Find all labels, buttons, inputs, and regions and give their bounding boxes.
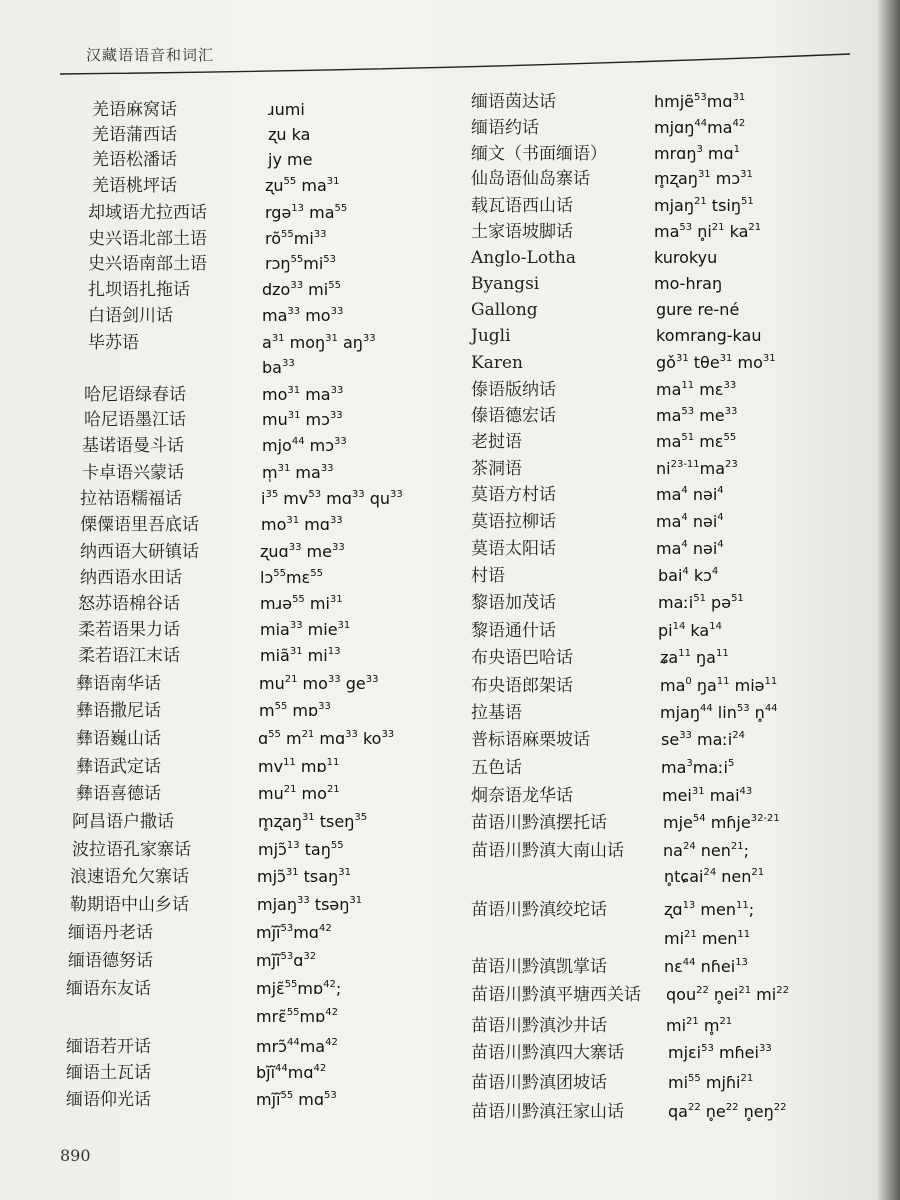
right-language-name: 傣语德宏话 (471, 406, 556, 426)
right-language-name: 炯奈语龙华话 (471, 786, 573, 806)
right-language-name: 布央语巴哈话 (471, 648, 573, 668)
right-word-form: komrang-kau (656, 326, 762, 345)
left-language-name: 怒苏语棉谷话 (78, 594, 180, 614)
right-language-name: 苗语川黔滇绞坨话 (471, 900, 607, 920)
left-word-form: miã$^{31}$ $mi^{13}$ (260, 646, 341, 665)
right-language-name: 缅语约话 (471, 118, 539, 138)
running-header: 汉藏语语音和词汇 (86, 46, 215, 64)
left-language-name: 柔若语江末话 (78, 646, 180, 666)
left-language-name: 缅语若开话 (66, 1037, 151, 1057)
left-language-name: 拉祜语糯福话 (80, 489, 182, 509)
right-word-form: nɛ$^{44}$ nɦei$^{13}$ (664, 957, 748, 976)
right-word-form: $qa^{22}$ $n̥e^{22}$ $n̥eŋ^{22}$ (668, 1102, 787, 1121)
right-language-name: Byangsi (471, 274, 540, 294)
left-word-form: m̩$^{31}$ $ma^{33}$ (262, 463, 334, 482)
right-word-form: maːi$^{51}$ pə$^{51}$ (658, 593, 744, 612)
left-language-name: 彝语撒尼话 (76, 701, 161, 721)
left-word-form: $mu^{21}$ $mo^{21}$ (258, 784, 340, 803)
right-language-name: 黎语通什话 (471, 621, 556, 641)
right-language-name: 缅语茵达话 (471, 92, 556, 112)
left-word-form: $mv^{11}$ mɒ$^{11}$ (258, 757, 340, 776)
left-language-name: 傈僳语里吾底话 (80, 515, 199, 535)
left-word-form: mɹə$^{55}$ $mi^{31}$ (260, 594, 343, 613)
right-language-name: 老挝语 (471, 432, 522, 452)
left-word-form: $mo^{31}$ mɑ$^{33}$ (261, 515, 343, 534)
left-language-name: 缅语东友话 (66, 979, 151, 999)
left-word-form: lɔ$^{55}$mɛ$^{55}$ (260, 568, 323, 587)
left-language-name: 阿昌语户撒话 (72, 812, 174, 832)
left-language-name: 勒期语中山乡话 (70, 895, 189, 915)
right-word-form: m̥ʐaŋ$^{31}$ mɔ$^{31}$ (654, 169, 753, 188)
left-word-form: $mj̃ĩ^{53}mɑ^{42}$ (256, 923, 332, 942)
right-word-form: mei$^{31}$ mai$^{43}$ (662, 786, 753, 805)
right-language-name: 苗语川黔滇团坡话 (471, 1073, 607, 1093)
left-language-name: 浪速语允欠寨话 (70, 867, 189, 887)
left-language-name: 羌语桃坪话 (92, 176, 177, 196)
left-word-form: ɹumi (268, 100, 305, 119)
right-language-name: 苗语川黔滇凯掌话 (471, 957, 607, 977)
right-language-name: 仙岛语仙岛寨话 (471, 169, 590, 189)
right-word-form: hmjẽ$^{53}$mɑ$^{31}$ (654, 92, 746, 111)
right-language-name: 土家语坡脚话 (471, 222, 573, 242)
right-word-form: $mjɑŋ^{44}ma^{42}$ (654, 118, 746, 137)
right-language-name: 苗语川黔滇汪家山话 (471, 1102, 624, 1122)
right-language-name: Gallong (471, 300, 538, 320)
left-language-name: 彝语巍山话 (76, 729, 161, 749)
left-language-name: 扎坝语扎拖话 (88, 280, 190, 300)
right-language-name: 五色话 (471, 758, 522, 778)
right-word-form: mje$^{54}$ mɦje$^{32-21}$ (663, 813, 780, 832)
right-language-name: 苗语川黔滇摆托话 (471, 813, 607, 833)
left-language-name: 史兴语南部土语 (88, 254, 207, 274)
left-word-form: mrɛ̃$^{55}$mɒ$^{42}$ (256, 1007, 339, 1026)
left-word-form: $mu^{21}$ $mo^{33}$ $ge^{33}$ (259, 674, 379, 693)
right-language-name: 莫语拉柳话 (471, 512, 556, 532)
right-word-form: kurokyu (654, 248, 718, 267)
right-language-name: Karen (471, 353, 523, 373)
left-language-name: 基诺语曼斗话 (82, 436, 184, 456)
left-word-form: $bj̃ĩ^{44}mɑ^{42}$ (256, 1063, 327, 1082)
right-word-form: bai$^4$ kɔ$^4$ (658, 566, 719, 585)
right-language-name: 傣语版纳话 (471, 380, 556, 400)
page-edge-shadow (878, 0, 900, 1200)
left-language-name: 白语剑川话 (88, 306, 173, 326)
right-word-form: $mi^{21}$ m̥$^{21}$ (666, 1016, 733, 1035)
right-language-name: 茶洞语 (471, 459, 522, 479)
left-word-form: $mrɔ̃^{44}ma^{42}$ (256, 1037, 338, 1056)
left-word-form: $mj̃ĩ^{55}$ mɑ$^{53}$ (256, 1090, 337, 1109)
right-word-form: mjɛi$^{53}$ mɦei$^{33}$ (668, 1043, 772, 1062)
right-language-name: Jugli (471, 326, 511, 346)
left-word-form: mjo$^{44}$ mɔ$^{33}$ (262, 436, 347, 455)
left-word-form: mjɛ̃$^{55}$mɒ$^{42}$; (256, 979, 342, 998)
right-word-form: n̥tɕai$^{24}$ nen$^{21}$ (664, 867, 765, 886)
left-word-form: mjɔ̃$^{13}$ taŋ$^{55}$ (258, 840, 344, 859)
left-word-form: m̥ʐaŋ$^{31}$ tseŋ$^{35}$ (258, 812, 368, 831)
right-word-form: $ma^{53}$ $n̥i^{21}$ $ka^{21}$ (654, 222, 762, 241)
right-language-name: 普标语麻栗坡话 (471, 730, 590, 750)
left-word-form: jy me (268, 150, 313, 169)
left-word-form: mjɔ̃$^{31}$ tsaŋ$^{31}$ (257, 867, 351, 886)
right-word-form: $na^{24}$ nen$^{21}$; (663, 841, 750, 860)
right-word-form: mjaŋ$^{44}$ lin$^{53}$ n̥$^{44}$ (660, 703, 778, 722)
right-word-form: $ma^4$ nəi$^4$ (656, 485, 724, 504)
right-word-form: $ni^{23-11}ma^{23}$ (656, 459, 738, 478)
left-word-form: ɑ$^{55}$ $m^{21}$ mɑ$^{33}$ $ko^{33}$ (258, 729, 395, 748)
left-language-name: 缅语仰光话 (66, 1090, 151, 1110)
right-word-form: $ma^3maːi^5$ (661, 758, 735, 777)
right-word-form: gure re-né (656, 300, 740, 319)
page-number: 890 (60, 1146, 91, 1165)
right-language-name: 缅文（书面缅语） (471, 144, 607, 164)
left-word-form: $mj̃ĩ^{53}ɑ^{32}$ (256, 951, 317, 970)
right-language-name: 苗语川黔滇大南山话 (471, 841, 624, 861)
left-word-form: ʐu ka (268, 125, 311, 144)
left-language-name: 纳西语水田话 (80, 568, 182, 588)
right-word-form: $ma^{51}$ mɛ$^{55}$ (656, 432, 737, 451)
right-language-name: 苗语川黔滇四大寨话 (471, 1043, 624, 1063)
right-language-name: 莫语太阳话 (471, 539, 556, 559)
right-word-form: $mi^{21}$ men$^{11}$ (664, 929, 751, 948)
left-word-form: $mu^{31}$ mɔ$^{33}$ (262, 410, 343, 429)
left-language-name: 却域语尤拉西话 (88, 203, 207, 223)
right-language-name: 布央语郎架话 (471, 676, 573, 696)
left-word-form: $ma^{33}$ $mo^{33}$ (262, 306, 344, 325)
left-word-form: ʐuɑ$^{33}$ $me^{33}$ (260, 542, 345, 561)
right-word-form: $ma^4$ nəi$^4$ (656, 512, 724, 531)
right-word-form: mo-hraŋ (654, 274, 723, 293)
right-word-form: $gǒ^{31}$ tθe$^{31}$ $mo^{31}$ (656, 353, 776, 372)
left-language-name: 缅语丹老话 (68, 923, 153, 943)
left-word-form: dzo$^{33}$ $mi^{55}$ (262, 280, 341, 299)
right-language-name: Anglo-Lotha (471, 248, 576, 268)
right-word-form: $ma^{53}$ $me^{33}$ (656, 406, 738, 425)
left-language-name: 缅语土瓦话 (66, 1063, 151, 1083)
right-language-name: 苗语川黔滇沙井话 (471, 1016, 607, 1036)
left-language-name: 史兴语北部土语 (88, 229, 207, 249)
right-word-form: qou$^{22}$ $n̥ei^{21}$ $mi^{22}$ (666, 985, 789, 1004)
right-language-name: 村语 (471, 566, 505, 586)
right-word-form: $ma^4$ nəi$^4$ (656, 539, 724, 558)
right-word-form: mrɑŋ$^3$ mɑ$^1$ (654, 144, 741, 163)
left-language-name: 羌语麻窝话 (92, 100, 177, 120)
right-word-form: mjaŋ$^{21}$ tsiŋ$^{51}$ (654, 196, 754, 215)
left-language-name: 柔若语果力话 (78, 620, 180, 640)
left-word-form: $i^{35}$ $mv^{53}$ mɑ$^{33}$ $qu^{33}$ (261, 489, 403, 508)
right-word-form: $se^{33}$ maːi$^{24}$ (661, 730, 745, 749)
left-language-name: 哈尼语墨江话 (84, 410, 186, 430)
right-language-name: 拉基语 (471, 703, 522, 723)
left-word-form: $ba^{33}$ (262, 358, 295, 377)
left-language-name: 毕苏语 (88, 333, 139, 353)
left-word-form: $a^{31}$ moŋ$^{31}$ $aŋ^{33}$ (262, 333, 376, 352)
left-word-form: $rõ^{55}mi^{33}$ (265, 229, 327, 248)
left-language-name: 哈尼语绿春话 (84, 385, 186, 405)
left-word-form: ʐu$^{55}$ $ma^{31}$ (265, 176, 340, 195)
right-language-name: 载瓦语西山话 (471, 196, 573, 216)
left-language-name: 彝语武定话 (76, 757, 161, 777)
left-language-name: 彝语南华话 (76, 674, 161, 694)
left-word-form: rgə$^{13}$ $ma^{55}$ (265, 203, 348, 222)
left-language-name: 羌语松潘话 (92, 150, 177, 170)
right-word-form: $pi^{14}$ $ka^{14}$ (658, 621, 722, 640)
left-word-form: $m^{55}$ mɒ$^{33}$ (259, 701, 331, 720)
right-language-name: 黎语加茂话 (471, 593, 556, 613)
right-word-form: ʐɑ$^{13}$ men$^{11}$; (664, 900, 755, 919)
left-word-form: $rɔŋ^{55}mi^{53}$ (265, 254, 337, 273)
right-word-form: $mi^{55}$ mjɦi$^{21}$ (668, 1073, 754, 1092)
right-word-form: $ma^0$ $ŋa^{11}$ miə$^{11}$ (660, 676, 778, 695)
left-language-name: 卡卓语兴蒙话 (82, 463, 184, 483)
right-word-form: $ma^{11}$ mɛ$^{33}$ (656, 380, 737, 399)
right-language-name: 苗语川黔滇平塘西关话 (471, 985, 641, 1005)
left-language-name: 纳西语大研镇话 (80, 542, 199, 562)
left-language-name: 缅语德努话 (68, 951, 153, 971)
right-word-form: ʑa$^{11}$ $ŋa^{11}$ (660, 648, 729, 667)
right-language-name: 莫语方村话 (471, 485, 556, 505)
left-word-form: mia$^{33}$ mie$^{31}$ (260, 620, 351, 639)
left-word-form: mjaŋ$^{33}$ tsəŋ$^{31}$ (257, 895, 363, 914)
left-word-form: $mo^{31}$ $ma^{33}$ (262, 385, 344, 404)
header-rule (60, 52, 850, 78)
left-language-name: 彝语喜德话 (76, 784, 161, 804)
left-language-name: 波拉语孔家寨话 (72, 840, 191, 860)
left-language-name: 羌语蒲西话 (92, 125, 177, 145)
